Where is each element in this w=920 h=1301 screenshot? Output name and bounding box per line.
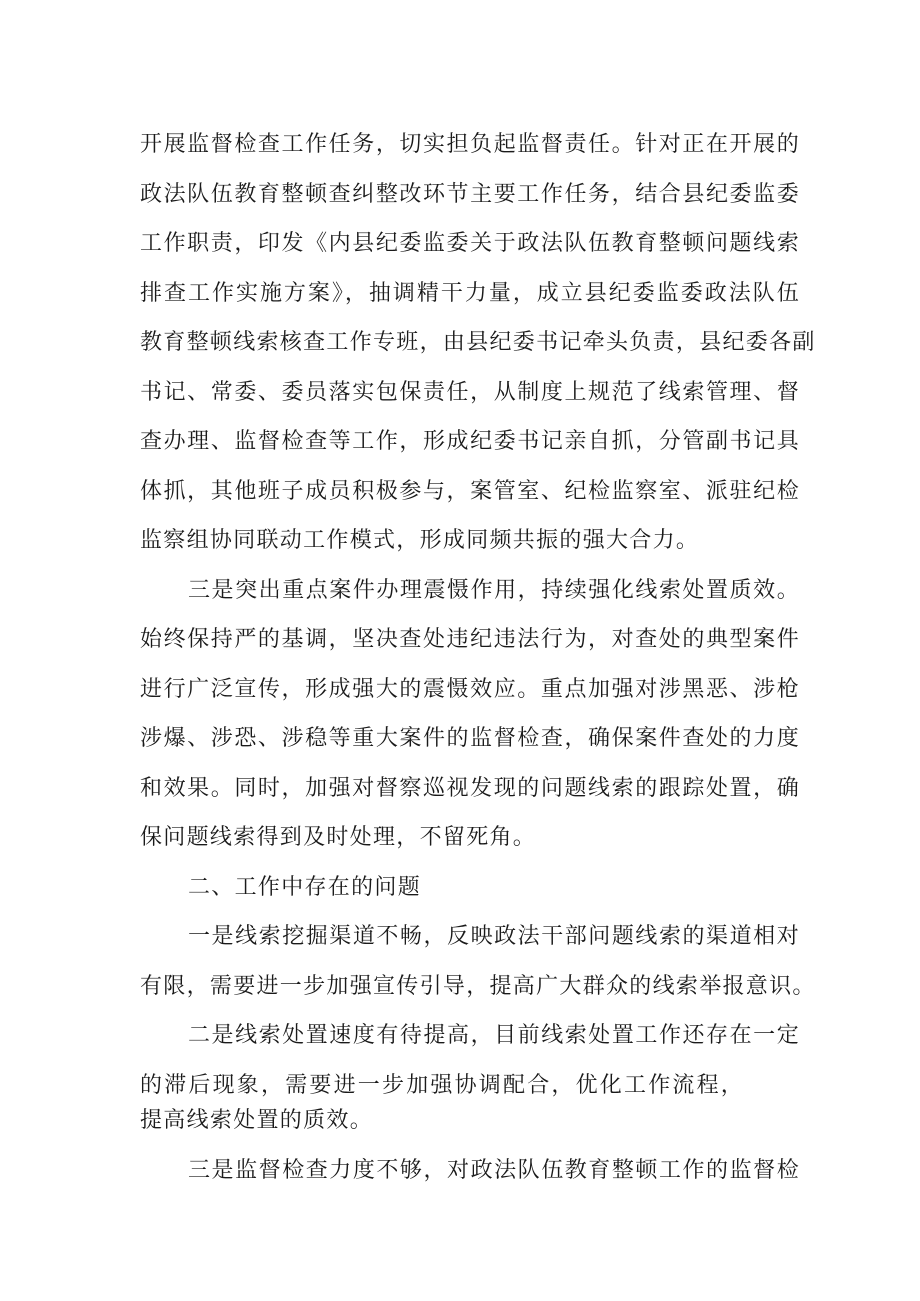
- paragraph-heading-line: 三是监督检查力度不够，对政法队伍教育整顿工作的监督检: [188, 1158, 800, 1183]
- text-line: 开展监督检查工作任务，切实担负起监督责任。针对正在开展的: [140, 132, 800, 157]
- text-line: 政法队伍教育整顿查纠整改环节主要工作任务，结合县纪委监委: [140, 182, 800, 207]
- text-line: 排查工作实施方案》，抽调精干力量，成立县纪委监委政法队伍: [140, 281, 800, 306]
- text-line: 和效果。同时，加强对督察巡视发现的问题线索的跟踪处置，确: [140, 776, 800, 801]
- text-line: 有限，需要进一步加强宣传引导，提高广大群众的线索举报意识。: [140, 974, 816, 999]
- text-line: 进行广泛宣传，形成强大的震慑效应。重点加强对涉黑恶、涉枪: [140, 677, 800, 702]
- paragraph-heading-line: 一是线索挖掘渠道不畅，反映政法干部问题线索的渠道相对: [188, 924, 800, 949]
- text-line: 涉爆、涉恐、涉稳等重大案件的监督检查，确保案件查处的力度: [140, 726, 800, 751]
- paragraph-heading-line: 三是突出重点案件办理震慑作用，持续强化线索处置质效。: [188, 578, 800, 603]
- text-line: 工作职责，印发《内县纪委监委关于政法队伍教育整顿问题线索: [140, 231, 800, 256]
- paragraph-heading-line: 二是线索处置速度有待提高，目前线索处置工作还存在一定: [188, 1023, 800, 1048]
- text-line: 书记、常委、委员落实包保责任，从制度上规范了线索管理、督: [140, 380, 800, 405]
- text-line: 提高线索处置的质效。: [140, 1108, 374, 1133]
- text-line: 教育整顿线索核查工作专班，由县纪委书记牵头负责，县纪委各副: [140, 330, 816, 355]
- section-heading: 二、工作中存在的问题: [188, 875, 422, 900]
- text-line: 查办理、监督检查等工作，形成纪委书记亲自抓，分管副书记具: [140, 429, 800, 454]
- text-line: 监察组协同联动工作模式，形成同频共振的强大合力。: [140, 528, 700, 553]
- text-line: 体抓，其他班子成员积极参与，案管室、纪检监察室、派驻纪检: [140, 479, 800, 504]
- text-line: 保问题线索得到及时处理，不留死角。: [140, 825, 537, 850]
- text-line: 的滞后现象，需要进一步加强协调配合，优化工作流程，: [140, 1073, 746, 1098]
- text-line: 始终保持严的基调，坚决查处违纪违法行为，对查处的典型案件: [140, 627, 800, 652]
